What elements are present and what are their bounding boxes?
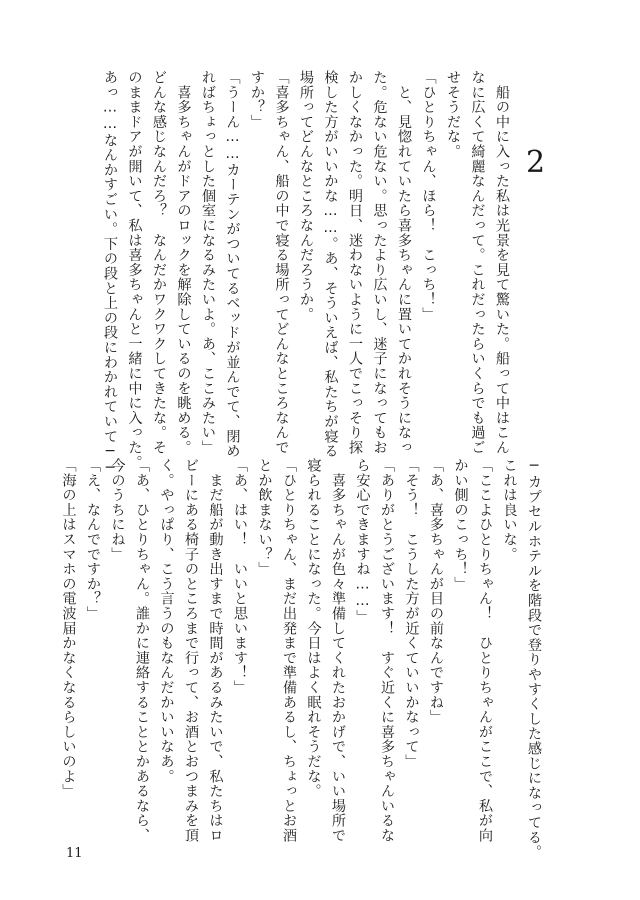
text-line: 「ひとりちゃん、ほら！ こっち！」	[420, 70, 437, 322]
text-line: 「喜多ちゃん、船の中で寝る場所ってどんなところなんで	[273, 70, 290, 455]
text-line: 場所ってどんなところなんだろうか。	[298, 70, 314, 322]
text-line: 寝られることになった。今日はよく眠れそうだな。	[305, 458, 322, 799]
chapter-number: 2	[526, 145, 546, 180]
text-line: 「え、なんでですか？」	[85, 458, 101, 621]
text-line: まだ船が動き出すまで時間があるみたいで、私たちはロ	[207, 458, 224, 843]
text-line: 「ひとりちゃん、まだ出発まで準備あるし、ちょっとお酒	[281, 458, 297, 843]
text-line: 「あ、はい！ いいと思います！」	[232, 458, 248, 695]
page-number: 11	[66, 846, 83, 861]
text-line: 「うーん……カーテンがついてるベッドが並んでて、閉め	[224, 70, 241, 459]
text-line: 「あ、喜多ちゃんが目の前なんですね」	[428, 458, 444, 725]
text-line: ら安心できますね……」	[354, 458, 371, 625]
text-line: く。やっぱり、こう言うのもなんだかいいなあ。	[158, 458, 175, 784]
text-line: 「そう！ こうした方が近くていいかなって」	[403, 458, 420, 769]
text-line: すか？」	[249, 70, 265, 130]
text-line: 検した方がいいかな……。あ、そういえば、私たちが寝る	[322, 70, 339, 459]
text-line: と、見惚れていたら喜多ちゃんに置いてかれそうになっ	[396, 70, 412, 455]
text-line: ビーにある椅子のところまで行って、お酒とおつまみを頂	[183, 458, 199, 843]
text-line: かしくなかった。明日、迷わないように一人でこっそり探	[347, 70, 363, 455]
text-line: 「あ、ひとりちゃん。誰かに連絡することとかあるなら、	[134, 458, 150, 843]
text-line: のままドアが開いて、私は喜多ちゃんと一緒に中に入った。	[126, 70, 143, 470]
text-line: 船の中に入った私は光景を見て驚いた。船って中はこん	[494, 70, 510, 455]
text-line: ればちょっとした個室になるみたいよ。あ、ここみたい」	[200, 70, 216, 455]
text-line: とか飲まない？」	[256, 458, 273, 577]
text-line: あっ……なんかすごい。下の段と上の段にわかれていて──	[102, 70, 118, 477]
text-line: た。危ない危ない。思ったより広いし、迷子になってもお	[371, 70, 388, 455]
text-line: 喜多ちゃんがドアのロックを解除しているのを眺める。	[175, 70, 192, 455]
upper-text-block	[102, 70, 510, 477]
text-line: 喜多ちゃんが色々準備してくれたおかげで、いい場所で	[330, 458, 346, 843]
text-line: 今のうちにね」	[109, 458, 126, 562]
text-line: なに広くて綺麗なんだって。これだったらいくらでも過ご	[469, 70, 486, 455]
text-line: ─カプセルホテルを階段で登りやすくした感じになってる。	[526, 458, 542, 860]
text-line: 「ありがとうございます！ すぐ近くに喜多ちゃんいるな	[379, 458, 395, 843]
text-line: 「ここよひとりちゃん！ ひとりちゃんがここで、私が向	[477, 458, 493, 843]
text-line: かい側のこっち！」	[452, 458, 469, 592]
text-line: 「海の上はスマホの電波届かなくなるらしいのよ」	[60, 458, 77, 799]
text-line: どんな感じなんだろ？ なんだかワクワクしてきたな。そ	[151, 70, 167, 455]
text-line: せそうだな。	[445, 70, 461, 159]
text-line: これは良いな。	[501, 458, 518, 562]
